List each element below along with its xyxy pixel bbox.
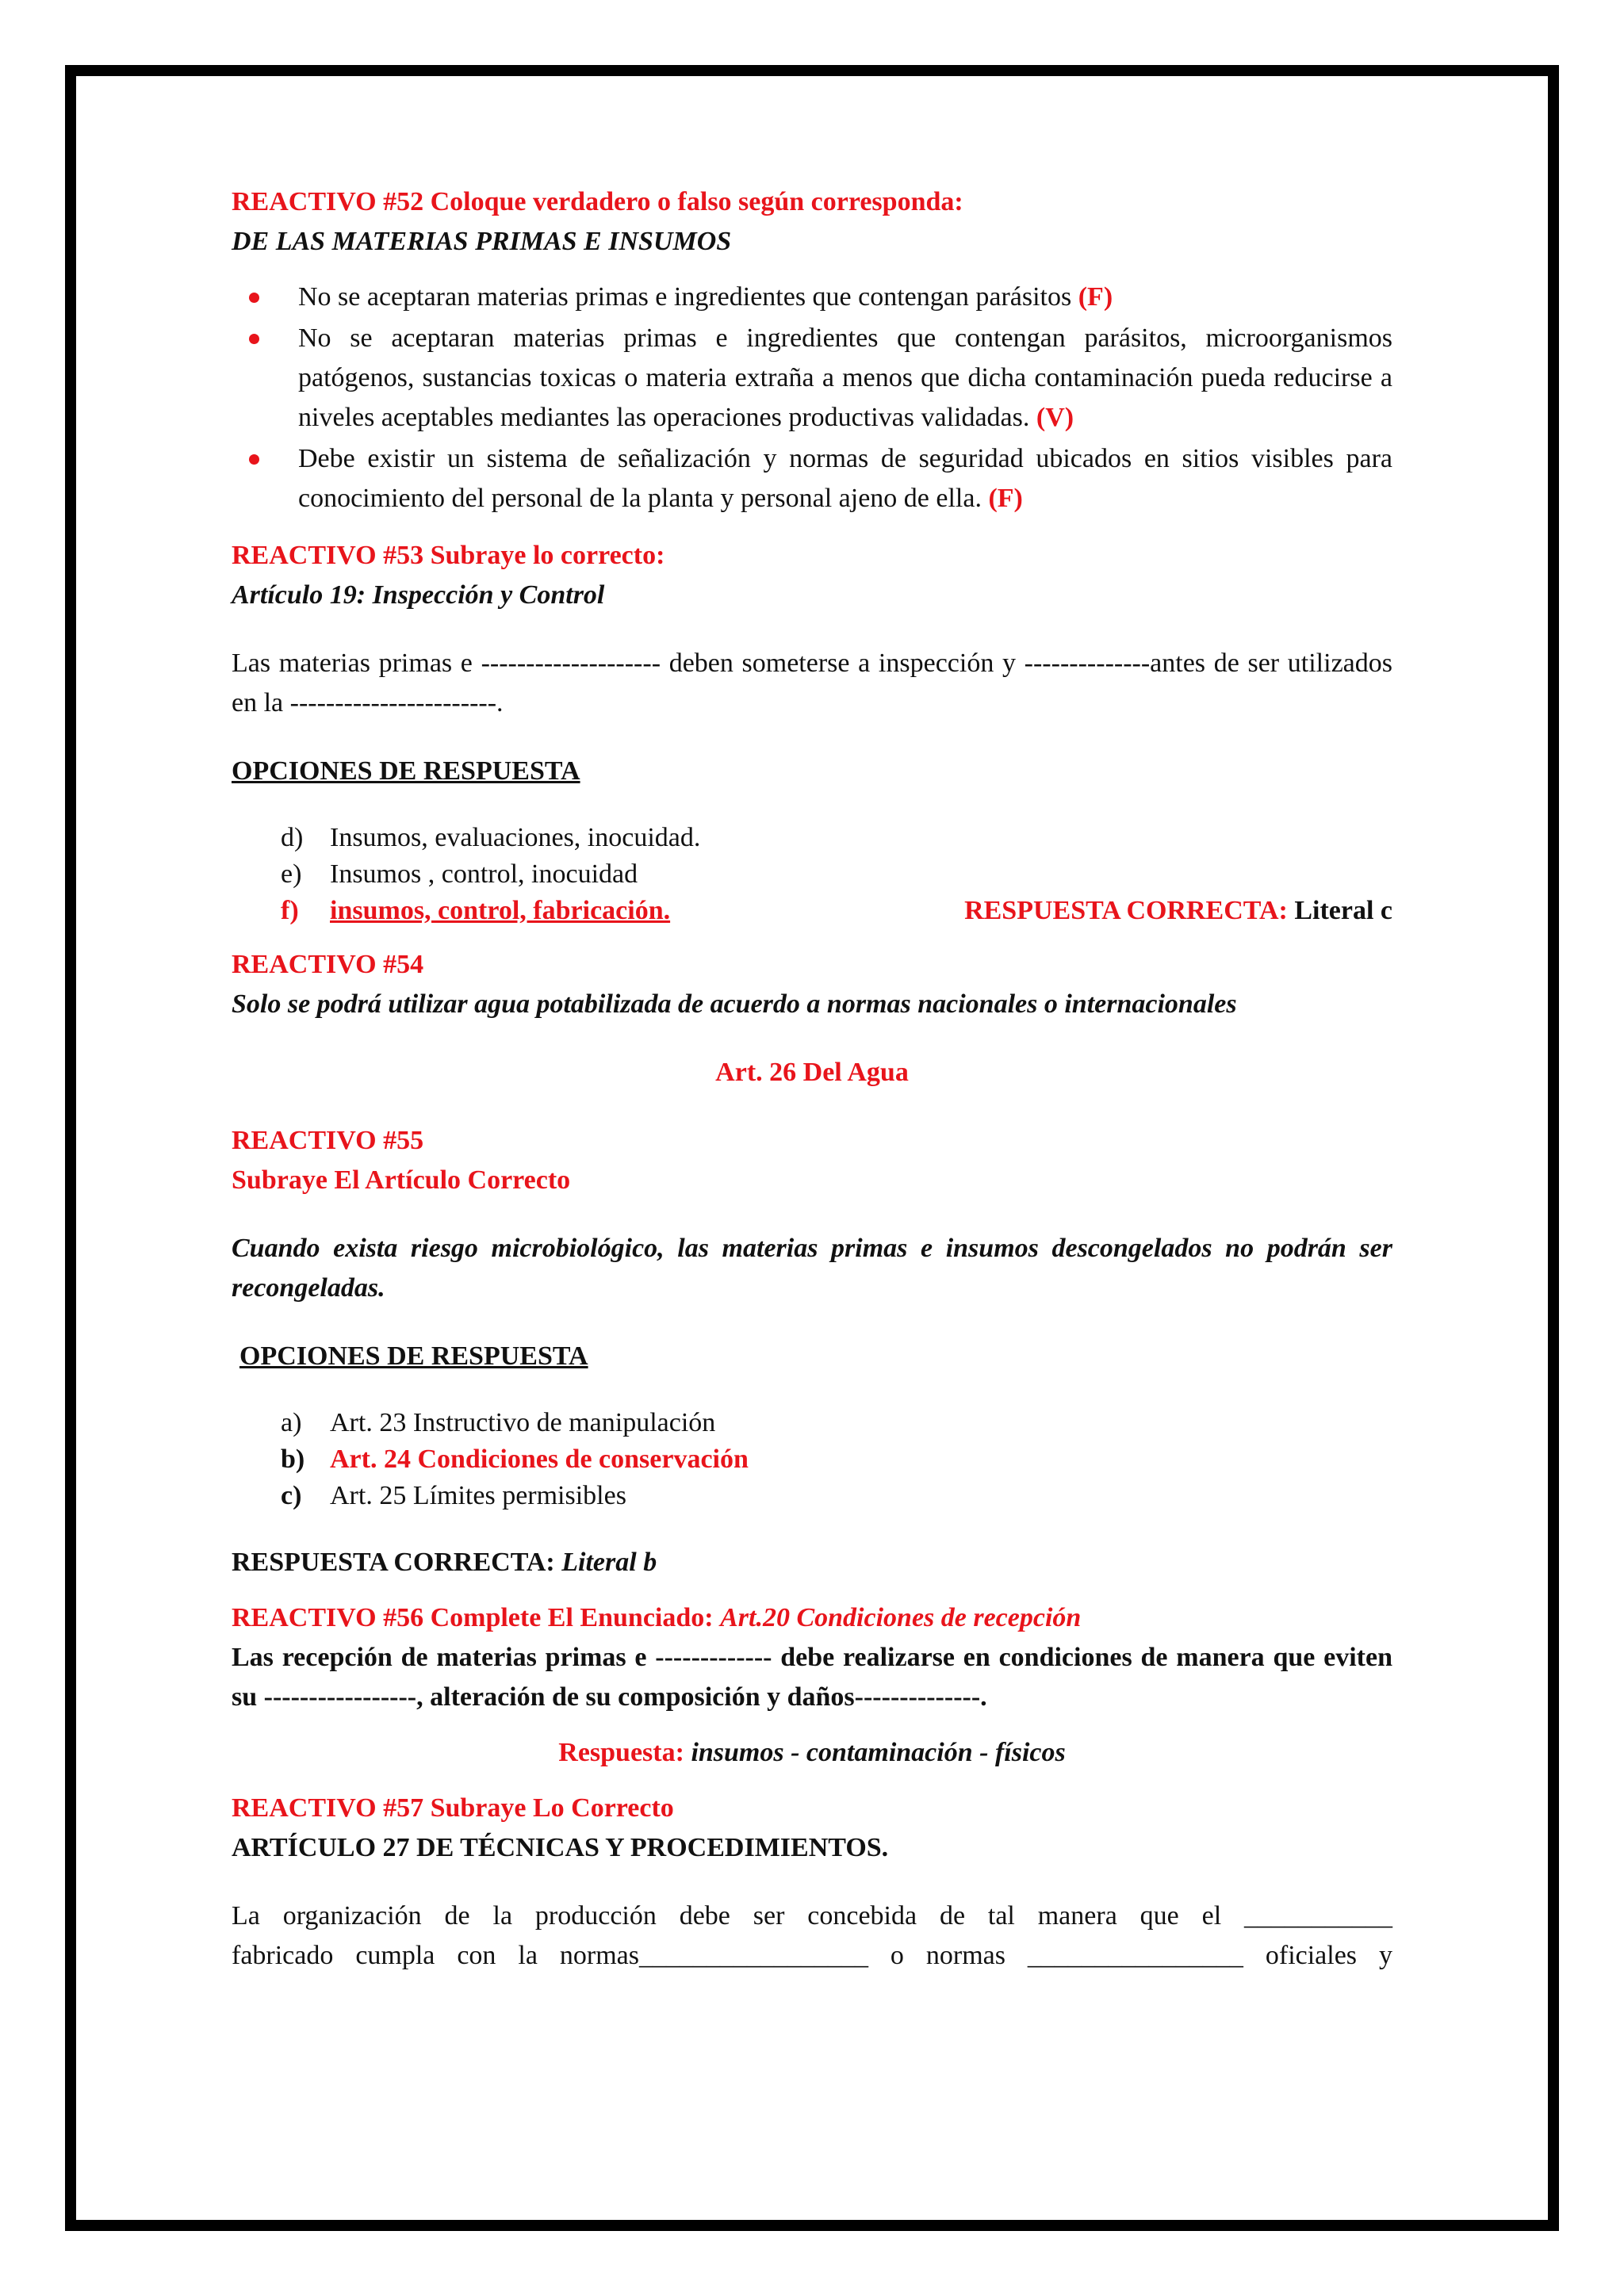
reactivo-53-options — [232, 820, 1392, 929]
option-item: e) Insumos , control, inocuidad — [281, 859, 638, 889]
option-item: d) Insumos, evaluaciones, inocuidad. — [281, 823, 701, 852]
reactivo-54-answer: Art. 26 Del Agua — [715, 1058, 909, 1087]
bullet-icon — [249, 334, 259, 344]
reactivo-52-title: REACTIVO #52 Coloque verdadero o falso según corresponda: — [232, 187, 963, 216]
reactivo-53-subtitle: Artículo 19: Inspección y Control — [232, 580, 605, 610]
reactivo-56-answer: Respuesta: insumos - contaminación - físicos — [558, 1738, 1066, 1767]
reactivo-54-statement: Solo se podrá utilizar agua potabilizada de acuerdo a normas nacionales o internacionales — [232, 989, 1237, 1019]
bullet-icon — [249, 293, 259, 303]
option-item: f) insumos, control, fabricación. RESPUESTA CORRECTA: Literal c — [232, 893, 1392, 929]
correct-option: insumos, control, fabricación. — [330, 896, 671, 925]
document-body — [232, 182, 1392, 1976]
reactivo-53-answer: RESPUESTA CORRECTA: Literal c — [964, 896, 1392, 925]
reactivo-57-line-2: fabricado cumpla con la normas_________________ o normas ________________ oficiales y — [232, 1941, 1392, 1970]
reactivo-55-answer: RESPUESTA CORRECTA: Literal b — [232, 1548, 657, 1577]
answer-badge: (V) — [1036, 403, 1074, 432]
reactivo-57-line-1: La organización de la producción debe ser concebida de tal manera que el ___________ — [232, 1901, 1392, 1931]
reactivo-52-subtitle: DE LAS MATERIAS PRIMAS E INSUMOS — [232, 227, 732, 256]
reactivo-56-statement: Las recepción de materias primas e ------------- debe realizarse en condiciones de manera que eviten su -----------------, alteración de su composición y daños--------------. — [232, 1643, 1392, 1712]
option-item: c) Art. 25 Límites permisibles — [281, 1481, 626, 1510]
correct-option: Art. 24 Condiciones de conservación — [330, 1445, 749, 1474]
option-item: b) Art. 24 Condiciones de conservación — [281, 1445, 749, 1474]
reactivo-55-options — [232, 1405, 1392, 1514]
reactivo-55-subtitle: Subraye El Artículo Correcto — [232, 1165, 571, 1195]
option-item: a) Art. 23 Instructivo de manipulación — [281, 1408, 716, 1437]
reactivo-56-title: REACTIVO #56 Complete El Enunciado: Art.20 Condiciones de recepción — [232, 1603, 1082, 1632]
reactivo-52-list — [232, 277, 1392, 519]
reactivo-54-title: REACTIVO #54 — [232, 950, 424, 979]
answer-badge: (F) — [1078, 282, 1113, 312]
reactivo-57-subtitle: ARTÍCULO 27 DE TÉCNICAS Y PROCEDIMIENTOS. — [232, 1833, 889, 1862]
list-item: No se aceptaran materias primas e ingredientes que contengan parásitos (F) — [232, 277, 1392, 317]
answer-badge: (F) — [988, 484, 1023, 513]
reactivo-55-statement: Cuando exista riesgo microbiológico, las materias primas e insumos descongelados no podrán ser recongeladas. — [232, 1234, 1392, 1303]
list-item: Debe existir un sistema de señalización y normas de seguridad ubicados en sitios visibles para conocimiento del personal de la planta y personal ajeno de ella. (F) — [232, 439, 1392, 519]
bullet-icon — [249, 454, 259, 465]
list-item: No se aceptaran materias primas e ingredientes que contengan parásitos, microorganismos patógenos, sustancias toxicas o materia extraña a menos que dicha contaminación pueda reducirse a niveles aceptables mediantes las operaciones productivas validadas. (V) — [232, 319, 1392, 438]
reactivo-53-options-heading: OPCIONES DE RESPUESTA — [232, 756, 580, 786]
reactivo-57-title: REACTIVO #57 Subraye Lo Correcto — [232, 1793, 674, 1823]
reactivo-55-title: REACTIVO #55 — [232, 1126, 424, 1155]
reactivo-55-options-heading: OPCIONES DE RESPUESTA — [239, 1341, 588, 1371]
reactivo-53-title: REACTIVO #53 Subraye lo correcto: — [232, 541, 665, 570]
reactivo-53-statement: Las materias primas e -------------------- deben someterse a inspección y --------------antes de ser utilizados en la -----------------------. — [232, 649, 1392, 718]
